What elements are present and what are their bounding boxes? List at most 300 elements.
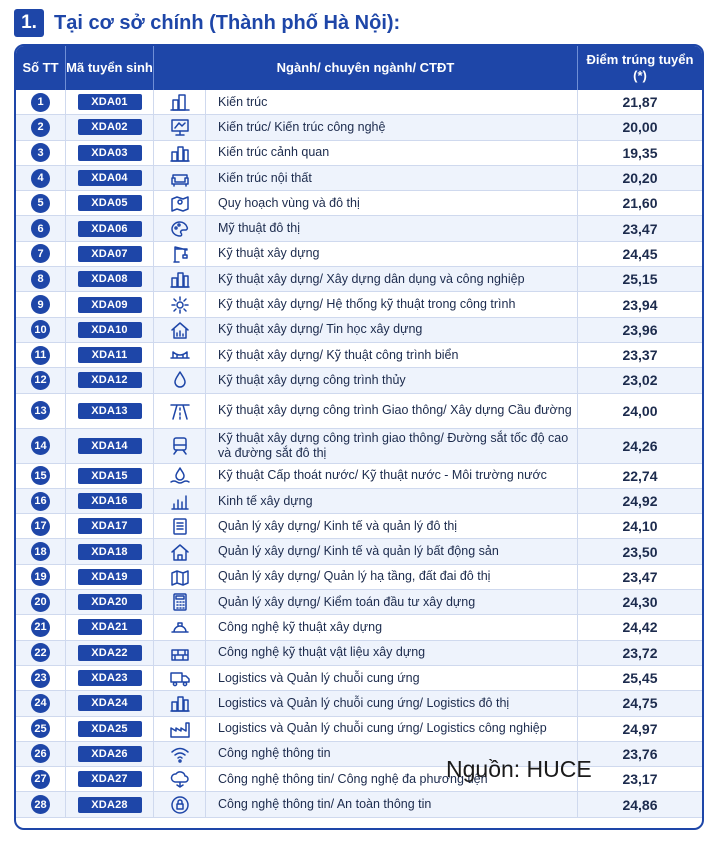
stt-cell bbox=[16, 539, 66, 563]
major-name: Quản lý xây dựng/ Kiểm toán đầu tư xây dựng bbox=[218, 594, 476, 609]
major-name: Kỹ thuật xây dựng/ Xây dựng dân dụng và công nghiệp bbox=[218, 271, 525, 286]
admission-code: XDA11 bbox=[78, 347, 142, 363]
admission-code: XDA13 bbox=[78, 403, 142, 419]
admission-code: XDA04 bbox=[78, 170, 142, 186]
stt-cell bbox=[16, 242, 66, 266]
major-cell bbox=[206, 368, 578, 392]
major-cell bbox=[206, 539, 578, 563]
icon-cell bbox=[154, 242, 206, 266]
major-name: Kỹ thuật xây dựng công trình giao thông/ Đường sắt tốc độ cao và đường sắt đô thị bbox=[218, 430, 569, 460]
table-row bbox=[16, 141, 702, 166]
row-number: 26 bbox=[31, 744, 50, 763]
row-number: 22 bbox=[31, 643, 50, 662]
factory-icon bbox=[169, 719, 191, 739]
admission-code: XDA14 bbox=[78, 438, 142, 454]
row-number: 16 bbox=[31, 492, 50, 511]
admission-code: XDA20 bbox=[78, 594, 142, 610]
stt-cell bbox=[16, 292, 66, 316]
admission-score: 23,17 bbox=[622, 771, 658, 788]
score-cell bbox=[578, 666, 702, 690]
code-cell bbox=[66, 141, 154, 165]
icon-cell bbox=[154, 565, 206, 589]
table-row bbox=[16, 216, 702, 241]
score-cell bbox=[578, 489, 702, 513]
icon-cell bbox=[154, 666, 206, 690]
admission-score: 23,76 bbox=[622, 745, 658, 762]
table-row bbox=[16, 115, 702, 140]
major-name: Kiến trúc nội thất bbox=[218, 170, 312, 185]
admission-code: XDA03 bbox=[78, 145, 142, 161]
score-cell bbox=[578, 565, 702, 589]
stt-cell bbox=[16, 742, 66, 766]
stt-cell bbox=[16, 166, 66, 190]
admission-score: 23,47 bbox=[622, 568, 658, 585]
score-cell bbox=[578, 166, 702, 190]
table-row bbox=[16, 590, 702, 615]
admission-code: XDA22 bbox=[78, 645, 142, 661]
stt-cell bbox=[16, 489, 66, 513]
admission-code: XDA18 bbox=[78, 544, 142, 560]
major-name: Mỹ thuật đô thị bbox=[218, 221, 300, 236]
row-number: 15 bbox=[31, 466, 50, 485]
crane-icon bbox=[169, 244, 191, 264]
admission-score: 24,86 bbox=[622, 796, 658, 813]
major-name: Quản lý xây dựng/ Quản lý hạ tầng, đất đai đô thị bbox=[218, 569, 491, 584]
row-number: 19 bbox=[31, 567, 50, 586]
table-row bbox=[16, 90, 702, 115]
code-cell bbox=[66, 691, 154, 715]
major-cell bbox=[206, 267, 578, 291]
bricks-icon bbox=[169, 643, 191, 663]
code-cell bbox=[66, 115, 154, 139]
train-icon bbox=[169, 436, 191, 456]
major-name: Công nghệ thông tin/ An toàn thông tin bbox=[218, 797, 432, 812]
header-score: Điểm trúng tuyển (*) bbox=[586, 52, 694, 83]
major-name: Kỹ thuật xây dựng/ Kỹ thuật công trình biển bbox=[218, 347, 459, 362]
buildings-icon bbox=[169, 92, 191, 112]
icon-cell bbox=[154, 429, 206, 463]
major-name: Quản lý xây dựng/ Kinh tế và quản lý đô thị bbox=[218, 518, 458, 533]
icon-cell bbox=[154, 464, 206, 488]
table-row bbox=[16, 292, 702, 317]
major-cell bbox=[206, 115, 578, 139]
row-number: 21 bbox=[31, 618, 50, 637]
table-row bbox=[16, 641, 702, 666]
table-row bbox=[16, 767, 702, 792]
admission-score: 25,45 bbox=[622, 670, 658, 687]
score-cell bbox=[578, 267, 702, 291]
table-row bbox=[16, 514, 702, 539]
major-name: Quy hoạch vùng và đô thị bbox=[218, 195, 360, 210]
table-row bbox=[16, 792, 702, 817]
admission-score: 24,75 bbox=[622, 695, 658, 712]
icon-cell bbox=[154, 166, 206, 190]
code-cell bbox=[66, 216, 154, 240]
stt-cell bbox=[16, 514, 66, 538]
code-cell bbox=[66, 368, 154, 392]
score-cell bbox=[578, 115, 702, 139]
bridge-icon bbox=[169, 345, 191, 365]
code-cell bbox=[66, 767, 154, 791]
major-name: Quản lý xây dựng/ Kinh tế và quản lý bất động sản bbox=[218, 544, 499, 559]
row-number: 6 bbox=[31, 219, 50, 238]
code-cell bbox=[66, 242, 154, 266]
major-cell bbox=[206, 343, 578, 367]
row-number: 13 bbox=[31, 401, 50, 420]
icon-cell bbox=[154, 318, 206, 342]
section-heading: Tại cơ sở chính (Thành phố Hà Nội): bbox=[54, 11, 401, 34]
score-cell bbox=[578, 717, 702, 741]
row-number: 8 bbox=[31, 270, 50, 289]
major-name: Kỹ thuật Cấp thoát nước/ Kỹ thuật nước - Môi trường nước bbox=[218, 468, 547, 483]
table-row bbox=[16, 191, 702, 216]
icon-cell bbox=[154, 343, 206, 367]
admission-code: XDA19 bbox=[78, 569, 142, 585]
admission-score: 24,92 bbox=[622, 493, 658, 509]
icon-cell bbox=[154, 641, 206, 665]
row-number: 2 bbox=[31, 118, 50, 137]
admission-score: 24,30 bbox=[622, 594, 658, 611]
major-cell bbox=[206, 615, 578, 639]
admission-score: 23,47 bbox=[622, 220, 658, 237]
score-cell bbox=[578, 641, 702, 665]
admission-code: XDA09 bbox=[78, 297, 142, 313]
score-cell bbox=[578, 368, 702, 392]
score-cell bbox=[578, 343, 702, 367]
major-name: Logistics và Quản lý chuỗi cung ứng bbox=[218, 670, 420, 685]
truck-icon bbox=[169, 668, 191, 688]
stt-cell bbox=[16, 191, 66, 215]
admission-code: XDA28 bbox=[78, 797, 142, 813]
header-major: Ngành/ chuyên ngành/ CTĐT bbox=[154, 46, 578, 90]
score-cell bbox=[578, 216, 702, 240]
admission-score-table bbox=[14, 44, 704, 830]
major-cell bbox=[206, 141, 578, 165]
table-row bbox=[16, 539, 702, 564]
major-name: Kiến trúc bbox=[218, 94, 268, 109]
table-row bbox=[16, 242, 702, 267]
stt-cell bbox=[16, 267, 66, 291]
admission-code: XDA23 bbox=[78, 670, 142, 686]
admission-score: 24,00 bbox=[622, 402, 658, 419]
admission-score: 21,60 bbox=[622, 195, 658, 212]
hard-hat-icon bbox=[169, 617, 191, 637]
score-cell bbox=[578, 767, 702, 791]
city-icon bbox=[169, 269, 191, 289]
stt-cell bbox=[16, 141, 66, 165]
major-cell bbox=[206, 429, 578, 463]
stt-cell bbox=[16, 792, 66, 816]
stt-cell bbox=[16, 90, 66, 114]
major-name: Logistics và Quản lý chuỗi cung ứng/ Logistics công nghiệp bbox=[218, 721, 547, 736]
score-cell bbox=[578, 292, 702, 316]
stt-cell bbox=[16, 590, 66, 614]
code-cell bbox=[66, 514, 154, 538]
admission-score: 24,45 bbox=[622, 245, 658, 262]
icon-cell bbox=[154, 590, 206, 614]
house-chart-icon bbox=[169, 320, 191, 340]
table-row bbox=[16, 717, 702, 742]
row-number: 17 bbox=[31, 517, 50, 536]
admission-score: 24,10 bbox=[622, 518, 658, 535]
stt-cell bbox=[16, 216, 66, 240]
row-number: 27 bbox=[31, 770, 50, 789]
code-cell bbox=[66, 267, 154, 291]
icon-cell bbox=[154, 489, 206, 513]
admission-score: 23,72 bbox=[622, 644, 658, 661]
admission-code: XDA08 bbox=[78, 271, 142, 287]
stt-cell bbox=[16, 394, 66, 428]
major-cell bbox=[206, 641, 578, 665]
major-name: Công nghệ thông tin/ Công nghệ đa phương tiện bbox=[218, 771, 488, 786]
admission-score: 23,37 bbox=[622, 347, 658, 364]
gear-icon bbox=[169, 295, 191, 315]
water-wave-icon bbox=[169, 466, 191, 486]
stt-cell bbox=[16, 464, 66, 488]
row-number: 20 bbox=[31, 593, 50, 612]
icon-cell bbox=[154, 115, 206, 139]
major-name: Kiến trúc/ Kiến trúc công nghệ bbox=[218, 119, 386, 134]
palette-icon bbox=[169, 219, 191, 239]
major-name: Kỹ thuật xây dựng/ Tin học xây dựng bbox=[218, 322, 423, 337]
major-cell bbox=[206, 242, 578, 266]
row-number: 24 bbox=[31, 694, 50, 713]
icon-cell bbox=[154, 394, 206, 428]
admission-score: 21,87 bbox=[622, 94, 658, 111]
major-name: Kinh tế xây dựng bbox=[218, 493, 313, 508]
wifi-icon bbox=[169, 744, 191, 764]
major-name: Kỹ thuật xây dựng/ Hệ thống kỹ thuật trong công trình bbox=[218, 297, 516, 312]
row-number: 9 bbox=[31, 295, 50, 314]
row-number: 25 bbox=[31, 719, 50, 738]
major-cell bbox=[206, 514, 578, 538]
admission-score: 24,26 bbox=[622, 437, 658, 454]
row-number: 12 bbox=[31, 371, 50, 390]
major-name: Công nghệ thông tin bbox=[218, 746, 331, 761]
major-cell bbox=[206, 691, 578, 715]
code-cell bbox=[66, 343, 154, 367]
admission-code: XDA24 bbox=[78, 695, 142, 711]
table-header bbox=[16, 46, 702, 90]
code-cell bbox=[66, 429, 154, 463]
admission-code: XDA07 bbox=[78, 246, 142, 262]
score-cell bbox=[578, 318, 702, 342]
code-cell bbox=[66, 292, 154, 316]
score-cell bbox=[578, 742, 702, 766]
admission-score: 19,35 bbox=[622, 144, 658, 161]
icon-cell bbox=[154, 292, 206, 316]
table-row bbox=[16, 343, 702, 368]
row-number: 23 bbox=[31, 669, 50, 688]
admission-score: 23,02 bbox=[622, 372, 658, 389]
city-icon bbox=[169, 693, 191, 713]
icon-cell bbox=[154, 742, 206, 766]
admission-code: XDA17 bbox=[78, 518, 142, 534]
major-cell bbox=[206, 717, 578, 741]
icon-cell bbox=[154, 267, 206, 291]
stt-cell bbox=[16, 429, 66, 463]
admission-score: 24,97 bbox=[622, 720, 658, 737]
icon-cell bbox=[154, 717, 206, 741]
admission-code: XDA21 bbox=[78, 619, 142, 635]
major-name: Kiến trúc cảnh quan bbox=[218, 145, 330, 160]
map-icon bbox=[169, 567, 191, 587]
admission-code: XDA02 bbox=[78, 119, 142, 135]
table-row bbox=[16, 368, 702, 393]
icon-cell bbox=[154, 691, 206, 715]
icon-cell bbox=[154, 767, 206, 791]
code-cell bbox=[66, 318, 154, 342]
section-title bbox=[14, 8, 400, 38]
major-name: Logistics và Quản lý chuỗi cung ứng/ Logistics đô thị bbox=[218, 695, 510, 710]
monitor-drafting-icon bbox=[169, 117, 191, 137]
admission-score: 24,42 bbox=[622, 619, 658, 636]
admission-code: XDA15 bbox=[78, 468, 142, 484]
score-cell bbox=[578, 792, 702, 816]
admission-code: XDA01 bbox=[78, 94, 142, 110]
table-row bbox=[16, 318, 702, 343]
code-cell bbox=[66, 615, 154, 639]
table-body bbox=[16, 90, 702, 818]
water-drop-icon bbox=[169, 370, 191, 390]
row-number: 5 bbox=[31, 194, 50, 213]
icon-cell bbox=[154, 141, 206, 165]
table-row bbox=[16, 565, 702, 590]
table-row bbox=[16, 691, 702, 716]
code-cell bbox=[66, 166, 154, 190]
stt-cell bbox=[16, 641, 66, 665]
score-cell bbox=[578, 429, 702, 463]
code-cell bbox=[66, 666, 154, 690]
stt-cell bbox=[16, 343, 66, 367]
code-cell bbox=[66, 90, 154, 114]
score-cell bbox=[578, 539, 702, 563]
code-cell bbox=[66, 590, 154, 614]
major-cell bbox=[206, 666, 578, 690]
major-cell bbox=[206, 590, 578, 614]
icon-cell bbox=[154, 539, 206, 563]
icon-cell bbox=[154, 191, 206, 215]
major-cell bbox=[206, 489, 578, 513]
stt-cell bbox=[16, 368, 66, 392]
admission-code: XDA26 bbox=[78, 746, 142, 762]
row-number: 10 bbox=[31, 320, 50, 339]
row-number: 4 bbox=[31, 169, 50, 188]
icon-cell bbox=[154, 368, 206, 392]
major-cell bbox=[206, 394, 578, 428]
score-cell bbox=[578, 141, 702, 165]
admission-score: 23,96 bbox=[622, 321, 658, 338]
table-row bbox=[16, 267, 702, 292]
major-name: Kỹ thuật xây dựng bbox=[218, 246, 320, 261]
table-row bbox=[16, 166, 702, 191]
row-number: 1 bbox=[31, 93, 50, 112]
admission-code: XDA06 bbox=[78, 221, 142, 237]
major-cell bbox=[206, 464, 578, 488]
admission-score: 20,00 bbox=[622, 119, 658, 136]
score-cell bbox=[578, 464, 702, 488]
code-cell bbox=[66, 464, 154, 488]
admission-code: XDA05 bbox=[78, 195, 142, 211]
major-name: Kỹ thuật xây dựng công trình Giao thông/ Xây dựng Cầu đường bbox=[218, 403, 572, 418]
code-cell bbox=[66, 742, 154, 766]
table-row bbox=[16, 429, 702, 464]
stt-cell bbox=[16, 115, 66, 139]
city-icon bbox=[169, 143, 191, 163]
calculator-icon bbox=[169, 592, 191, 612]
major-cell bbox=[206, 166, 578, 190]
code-cell bbox=[66, 565, 154, 589]
score-cell bbox=[578, 590, 702, 614]
code-cell bbox=[66, 792, 154, 816]
major-cell bbox=[206, 792, 578, 816]
admission-code: XDA12 bbox=[78, 372, 142, 388]
score-cell bbox=[578, 394, 702, 428]
row-number: 3 bbox=[31, 143, 50, 162]
section-number: 1. bbox=[14, 9, 44, 37]
admission-score: 23,50 bbox=[622, 543, 658, 560]
score-cell bbox=[578, 514, 702, 538]
stt-cell bbox=[16, 767, 66, 791]
major-cell bbox=[206, 292, 578, 316]
stt-cell bbox=[16, 691, 66, 715]
row-number: 11 bbox=[31, 346, 50, 365]
admission-score: 20,20 bbox=[622, 170, 658, 187]
score-cell bbox=[578, 615, 702, 639]
icon-cell bbox=[154, 90, 206, 114]
sofa-icon bbox=[169, 168, 191, 188]
lock-icon bbox=[169, 795, 191, 815]
major-cell bbox=[206, 318, 578, 342]
icon-cell bbox=[154, 615, 206, 639]
source-watermark: Nguồn: HUCE bbox=[446, 756, 592, 782]
header-stt: Số TT bbox=[16, 46, 66, 90]
table-row bbox=[16, 666, 702, 691]
icon-cell bbox=[154, 514, 206, 538]
map-pin-icon bbox=[169, 193, 191, 213]
score-cell bbox=[578, 691, 702, 715]
major-name: Công nghệ kỹ thuật xây dựng bbox=[218, 619, 383, 634]
admission-code: XDA25 bbox=[78, 721, 142, 737]
table-row bbox=[16, 615, 702, 640]
admission-code: XDA16 bbox=[78, 493, 142, 509]
code-cell bbox=[66, 191, 154, 215]
house-icon bbox=[169, 542, 191, 562]
code-cell bbox=[66, 717, 154, 741]
stt-cell bbox=[16, 565, 66, 589]
major-cell bbox=[206, 565, 578, 589]
clipboard-icon bbox=[169, 516, 191, 536]
road-icon bbox=[169, 401, 191, 421]
major-cell bbox=[206, 90, 578, 114]
row-number: 14 bbox=[31, 436, 50, 455]
admission-code: XDA10 bbox=[78, 322, 142, 338]
score-cell bbox=[578, 242, 702, 266]
table-row bbox=[16, 394, 702, 429]
score-cell bbox=[578, 191, 702, 215]
table-row bbox=[16, 464, 702, 489]
row-number: 7 bbox=[31, 244, 50, 263]
table-row bbox=[16, 742, 702, 767]
score-cell bbox=[578, 90, 702, 114]
code-cell bbox=[66, 489, 154, 513]
stt-cell bbox=[16, 717, 66, 741]
major-name: Kỹ thuật xây dựng công trình thủy bbox=[218, 372, 406, 387]
bar-chart-icon bbox=[169, 491, 191, 511]
admission-score: 25,15 bbox=[622, 271, 658, 288]
code-cell bbox=[66, 539, 154, 563]
major-name: Công nghệ kỹ thuật vật liệu xây dựng bbox=[218, 645, 426, 660]
